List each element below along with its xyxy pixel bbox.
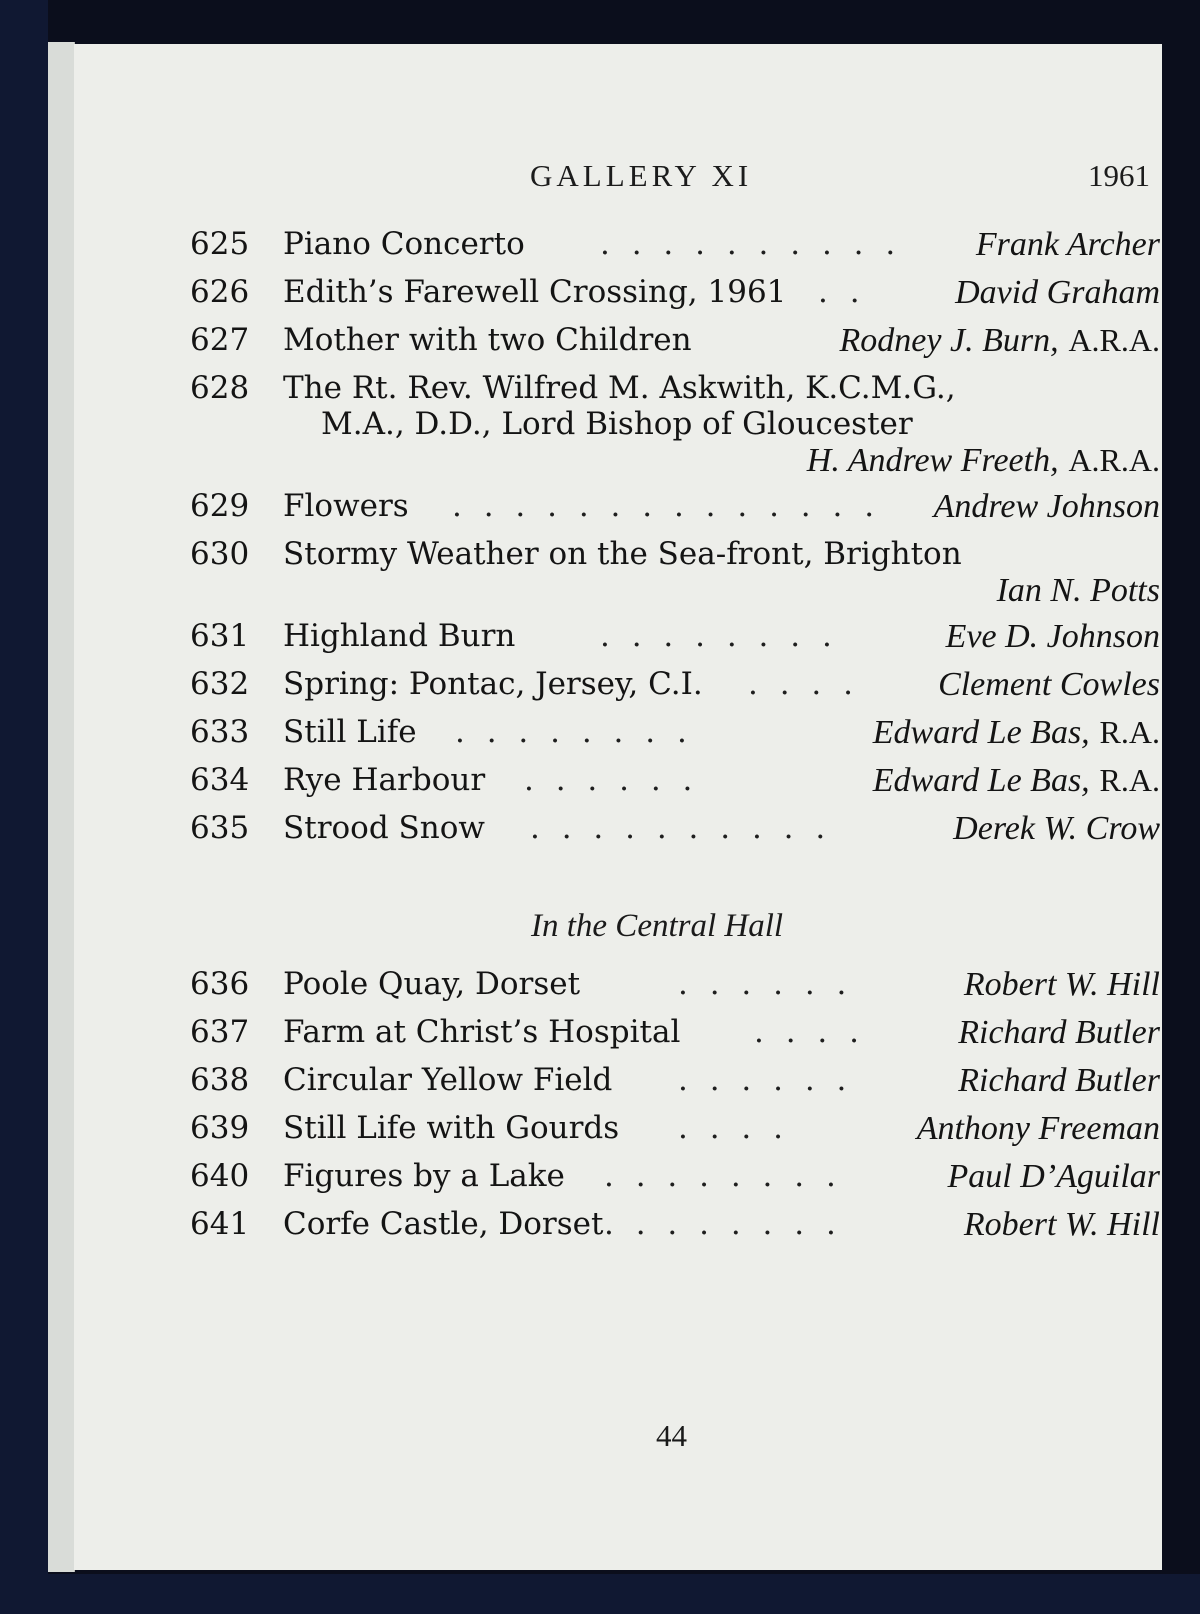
entry-artist: Edward Le Bas,: [872, 762, 1090, 799]
running-head-year: 1961: [1088, 158, 1150, 193]
entry-artist-line: [807, 442, 1160, 480]
entry-title: The Rt. Rev. Wilfred M. Askwith, K.C.M.G.,: [283, 370, 956, 406]
entry-number: 626: [190, 274, 250, 310]
entry-honour: R.A.: [1099, 762, 1160, 798]
dot-leader: . . . . . .: [524, 762, 699, 798]
entry-artist-line: [946, 618, 1160, 656]
entry-number: 631: [190, 618, 250, 654]
entry-number: 629: [190, 488, 250, 524]
entry-artist-line: [873, 714, 1160, 752]
entry-number: 627: [190, 322, 250, 358]
entry-artist-line: [958, 1062, 1160, 1100]
entry-artist: H. Andrew Freeth,: [806, 442, 1059, 479]
entry-artist: Richard Butler: [958, 1014, 1160, 1051]
entry-honour: R.A.: [1099, 714, 1160, 750]
entry-title: Edith’s Farewell Crossing, 1961: [283, 274, 787, 310]
page-number: 44: [656, 1418, 687, 1453]
entry-artist-line: [840, 322, 1160, 360]
entry-artist: Andrew Johnson: [933, 488, 1160, 525]
dot-leader: . . . . . . . .: [600, 618, 838, 654]
entry-artist-line: [873, 762, 1160, 800]
entry-title: Circular Yellow Field: [283, 1062, 613, 1098]
entry-artist: Derek W. Crow: [953, 810, 1160, 847]
entry-title: Spring: Pontac, Jersey, C.I.: [283, 666, 703, 702]
entry-title: Figures by a Lake: [283, 1158, 565, 1194]
entry-number: 630: [190, 536, 250, 572]
entry-artist-line: [976, 226, 1160, 264]
dot-leader: . . . . . .: [678, 1062, 853, 1098]
entry-artist-line: [955, 274, 1160, 312]
entry-artist-line: [953, 810, 1160, 848]
dot-leader: . .: [818, 274, 866, 310]
book-cover-edge: [0, 0, 48, 1614]
entry-artist-line: [934, 488, 1160, 526]
entry-number: 636: [190, 966, 250, 1002]
entry-artist-line: [938, 666, 1160, 704]
entry-honour: A.R.A.: [1068, 322, 1160, 358]
entry-artist: Robert W. Hill: [963, 1206, 1160, 1243]
entry-artist-line: [997, 572, 1160, 610]
entry-title: Corfe Castle, Dorset: [283, 1206, 604, 1242]
entry-number: 637: [190, 1014, 250, 1050]
entry-artist-line: [964, 966, 1160, 1004]
entry-number: 625: [190, 226, 250, 262]
entry-artist-line: [964, 1206, 1160, 1244]
dot-leader: . . . .: [678, 1110, 789, 1146]
entry-honour: A.R.A.: [1068, 442, 1160, 478]
entry-title: Farm at Christ’s Hospital: [283, 1014, 681, 1050]
entry-artist: Rodney J. Burn,: [839, 322, 1059, 359]
entry-number: 641: [190, 1206, 250, 1242]
dot-leader: . . . .: [754, 1014, 865, 1050]
entry-artist: Edward Le Bas,: [872, 714, 1090, 751]
entry-artist: Paul D’Aguilar: [947, 1158, 1160, 1195]
entry-number: 633: [190, 714, 250, 750]
entry-artist: Eve D. Johnson: [945, 618, 1160, 655]
book-cover-bottom: [0, 1574, 1200, 1614]
entry-number: 632: [190, 666, 250, 702]
section-heading: In the Central Hall: [531, 908, 784, 944]
entry-number: 640: [190, 1158, 250, 1194]
entry-title: Strood Snow: [283, 810, 485, 846]
dot-leader: . . . .: [748, 666, 859, 702]
entry-number: 639: [190, 1110, 250, 1146]
dot-leader: . . . . . . . .: [455, 714, 693, 750]
dot-leader: . . . . . .: [678, 966, 853, 1002]
entry-title: Still Life with Gourds: [283, 1110, 620, 1146]
entry-number: 628: [190, 370, 250, 406]
entry-title: Poole Quay, Dorset: [283, 966, 581, 1002]
entry-number: 638: [190, 1062, 250, 1098]
entry-artist: Richard Butler: [958, 1062, 1160, 1099]
entry-artist: Anthony Freeman: [916, 1110, 1160, 1147]
entry-title: Rye Harbour: [283, 762, 486, 798]
entry-title: Still Life: [283, 714, 417, 750]
entry-artist-line: [917, 1110, 1160, 1148]
dot-leader: . . . . . . . .: [604, 1206, 842, 1242]
entry-artist: Clement Cowles: [938, 666, 1160, 703]
entry-number: 635: [190, 810, 250, 846]
catalogue-page: [74, 44, 1162, 1570]
dot-leader: . . . . . . . .: [604, 1158, 842, 1194]
entry-title: Flowers: [283, 488, 409, 524]
entry-artist: Ian N. Potts: [996, 572, 1160, 609]
entry-title: Mother with two Children: [283, 322, 692, 358]
running-head: GALLERY XI: [530, 158, 753, 193]
entry-title: Stormy Weather on the Sea-front, Brighton: [283, 536, 962, 572]
dot-leader: . . . . . . . . . .: [530, 810, 832, 846]
entry-artist: Frank Archer: [975, 226, 1160, 263]
entry-artist: David Graham: [955, 274, 1160, 311]
dot-leader: . . . . . . . . . .: [600, 226, 902, 262]
entry-artist-line: [948, 1158, 1160, 1196]
page-stack-edge: [48, 42, 75, 1572]
entry-number: 634: [190, 762, 250, 798]
entry-title: Highland Burn: [283, 618, 516, 654]
dot-leader: . . . . . . . . . . . . . .: [452, 488, 881, 524]
entry-title: Piano Concerto: [283, 226, 525, 262]
entry-artist: Robert W. Hill: [963, 966, 1160, 1003]
entry-artist-line: [958, 1014, 1160, 1052]
entry-title-continued: M.A., D.D., Lord Bishop of Gloucester: [321, 406, 913, 442]
